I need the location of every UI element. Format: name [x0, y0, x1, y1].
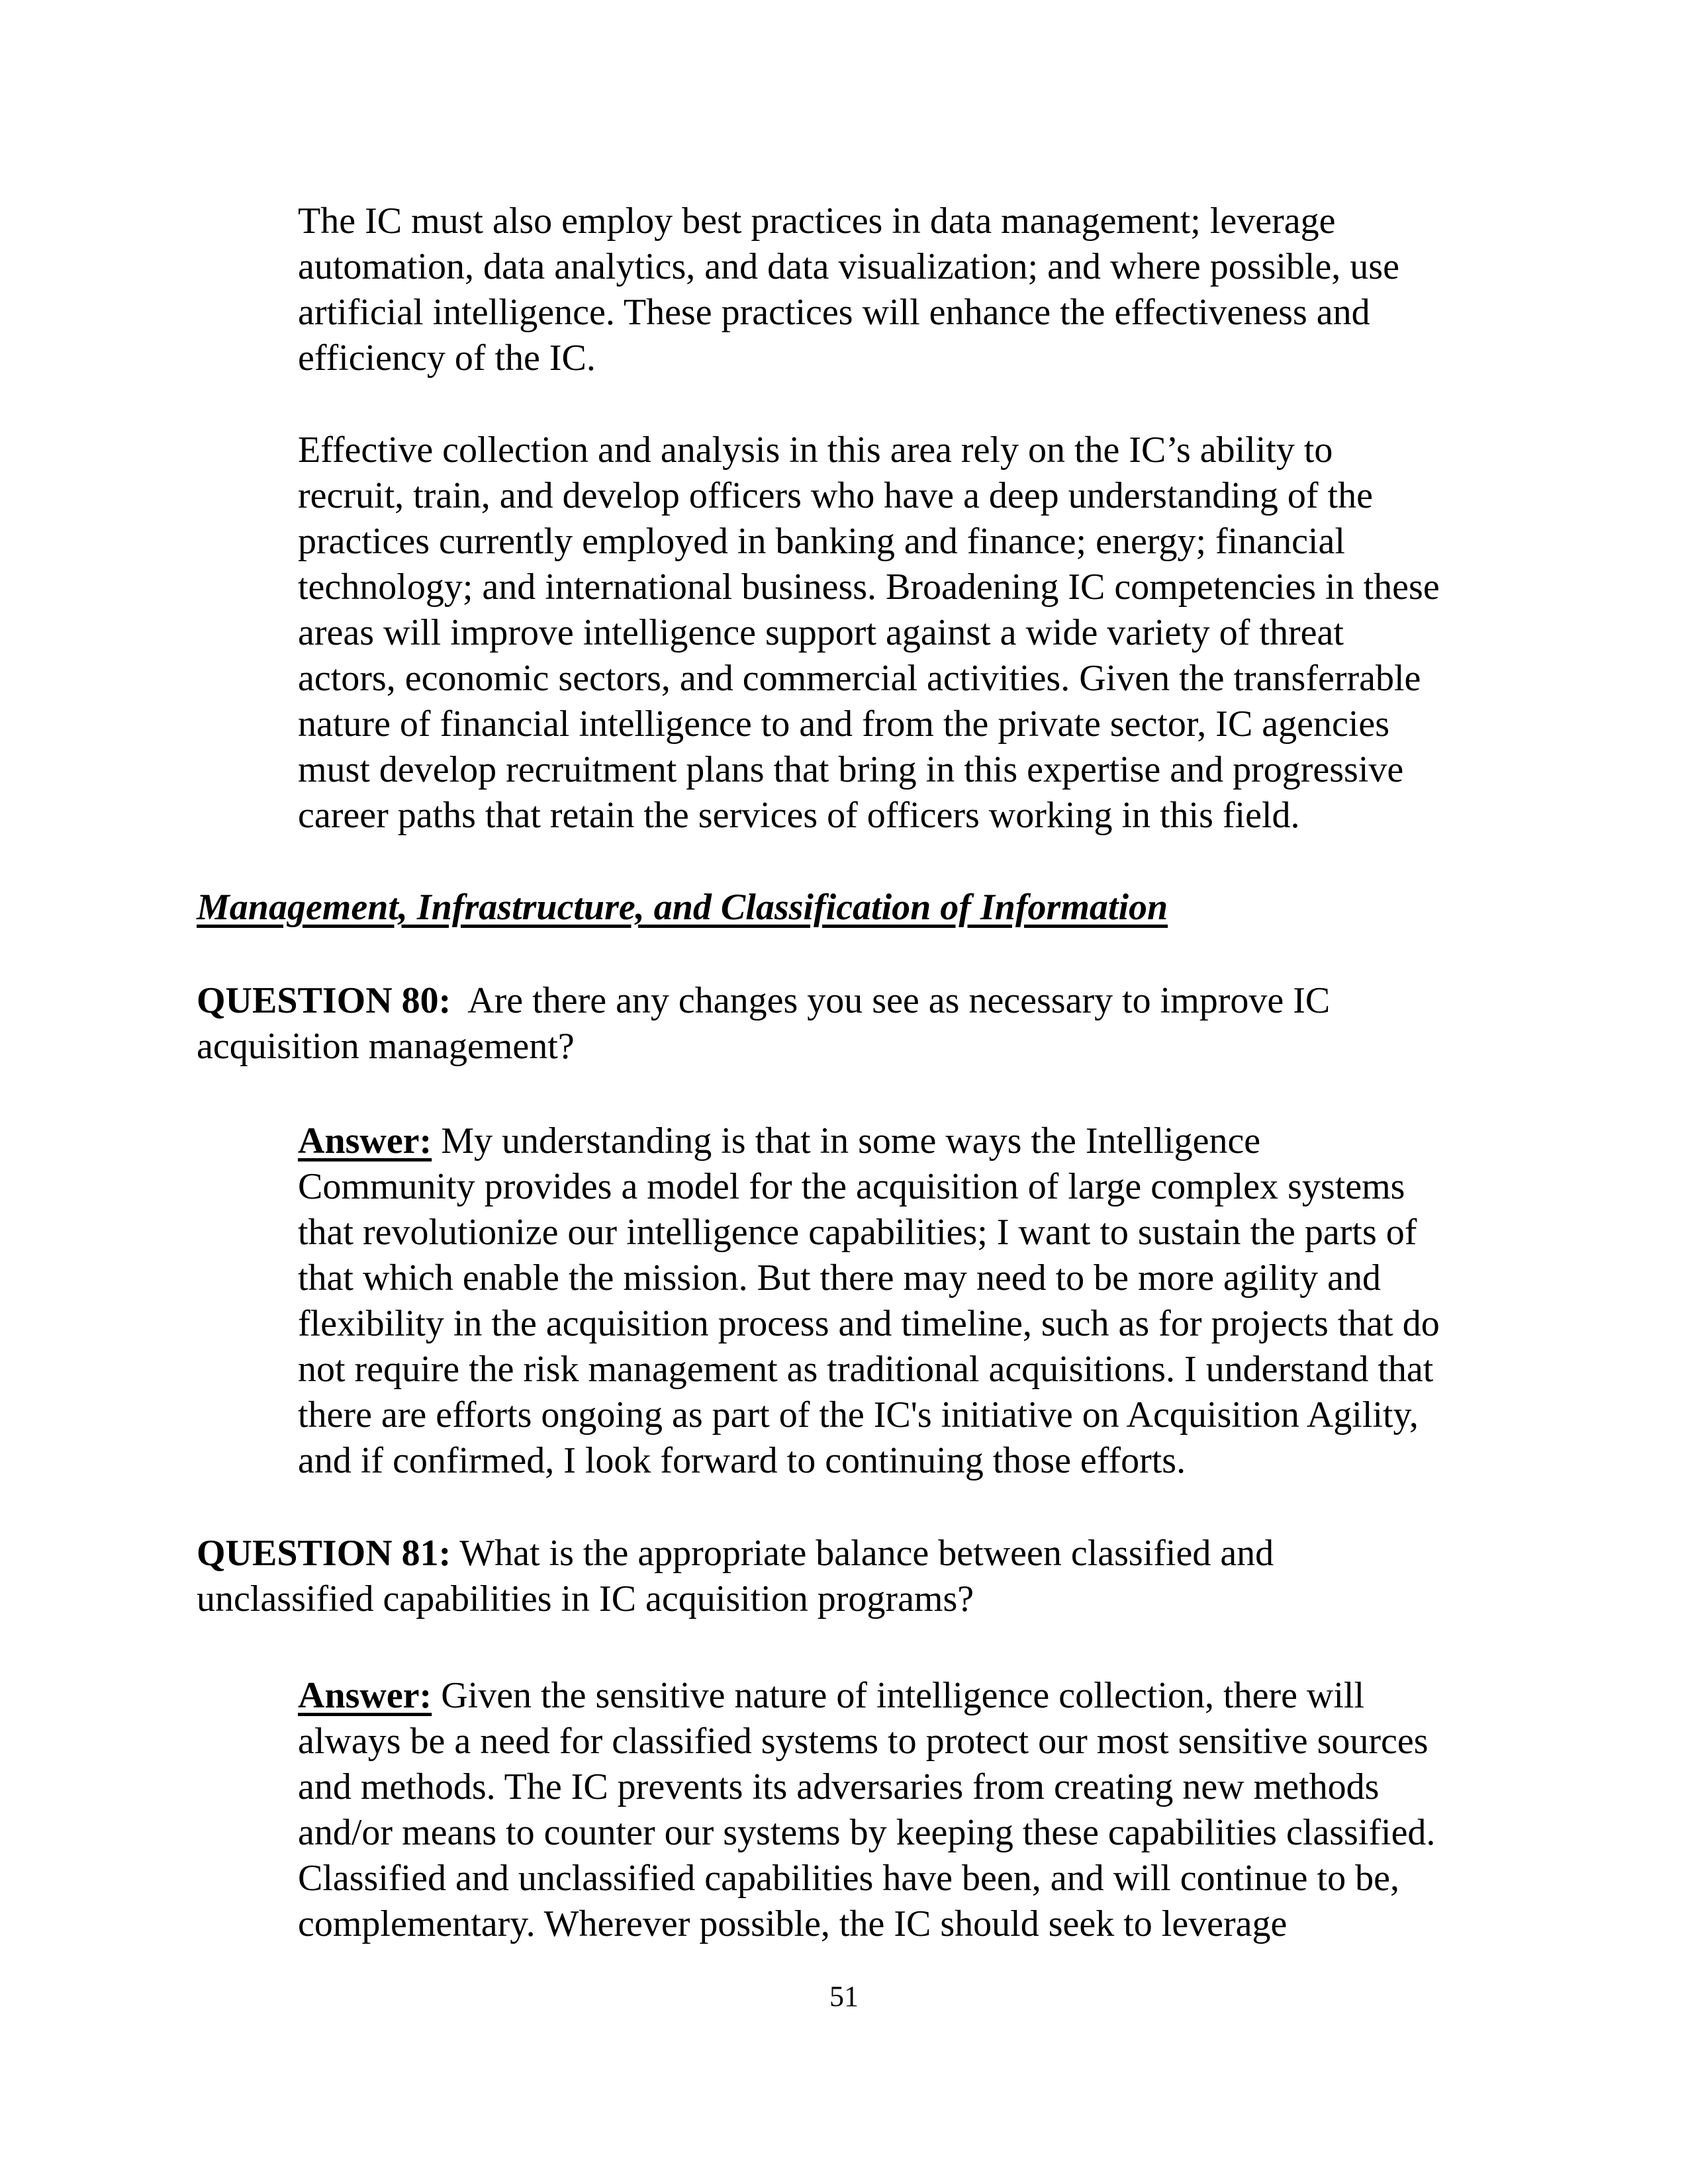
text-line: technology; and international business. Broadening IC competencies in these: [298, 567, 1440, 608]
text-line: nature of financial intelligence to and from the private sector, IC agencies: [298, 704, 1390, 745]
answer-81: [298, 1673, 1435, 1947]
answer-line: there are efforts ongoing as part of the IC's initiative on Acquisition Agility,: [298, 1394, 1419, 1435]
text-line: automation, data analytics, and data visualization; and where possible, use: [298, 246, 1399, 287]
question-label: QUESTION 81:: [197, 1533, 451, 1574]
text-line: efficiency of the IC.: [298, 338, 596, 379]
answer-line: that revolutionize our intelligence capabilities; I want to sustain the parts of: [298, 1212, 1417, 1253]
section-heading-block: [197, 885, 1168, 931]
text-line: artificial intelligence. These practices will enhance the effectiveness and: [298, 292, 1370, 333]
answer-80: [298, 1118, 1440, 1484]
paragraph-collection-analysis: [298, 428, 1440, 839]
text-line: career paths that retain the services of officers working in this field.: [298, 795, 1300, 836]
text-line: Effective collection and analysis in this area rely on the IC’s ability to: [298, 430, 1333, 471]
answer-line: [298, 1118, 1440, 1164]
text-line: areas will improve intelligence support against a wide variety of threat: [298, 612, 1344, 653]
text-line: recruit, train, and develop officers who have a deep understanding of the: [298, 475, 1373, 516]
answer-line: Community provides a model for the acquisition of large complex systems: [298, 1166, 1405, 1207]
question-line: unclassified capabilities in IC acquisition programs?: [197, 1578, 974, 1619]
question-line: [197, 1531, 1274, 1576]
answer-label: Answer:: [298, 1675, 432, 1716]
answer-line: complementary. Wherever possible, the IC should seek to leverage: [298, 1903, 1288, 1944]
answer-label: Answer:: [298, 1120, 432, 1161]
answer-line: not require the risk management as traditional acquisitions. I understand that: [298, 1349, 1434, 1390]
answer-line: and if confirmed, I look forward to continuing those efforts.: [298, 1440, 1186, 1481]
text-line: must develop recruitment plans that bring in this expertise and progressive: [298, 749, 1404, 790]
answer-line: flexibility in the acquisition process and timeline, such as for projects that do: [298, 1303, 1440, 1344]
question-80: [197, 978, 1330, 1069]
question-text: What is the appropriate balance between classified and: [451, 1533, 1274, 1574]
answer-line: that which enable the mission. But there may need to be more agility and: [298, 1257, 1382, 1298]
answer-line: always be a need for classified systems to protect our most sensitive sources: [298, 1721, 1429, 1762]
question-label: QUESTION 80:: [197, 980, 451, 1021]
question-81: [197, 1531, 1274, 1622]
section-heading: Management, Infrastructure, and Classification of Information: [197, 887, 1168, 928]
paragraph-data-management: [298, 199, 1399, 381]
answer-text: Given the sensitive nature of intelligence collection, there will: [432, 1675, 1365, 1716]
question-line: acquisition management?: [197, 1026, 575, 1067]
answer-line: Classified and unclassified capabilities have been, and will continue to be,: [298, 1858, 1399, 1899]
answer-line: and methods. The IC prevents its adversaries from creating new methods: [298, 1766, 1380, 1807]
answer-line: and/or means to counter our systems by keeping these capabilities classified.: [298, 1812, 1436, 1853]
page-number: 51: [829, 1980, 859, 2013]
text-line: practices currently employed in banking and finance; energy; financial: [298, 521, 1345, 562]
question-line: [197, 978, 1330, 1024]
text-line: actors, economic sectors, and commercial activities. Given the transferrable: [298, 658, 1421, 699]
answer-text: My understanding is that in some ways the Intelligence: [432, 1120, 1261, 1161]
text-line: The IC must also employ best practices in data management; leverage: [298, 201, 1336, 242]
answer-line: [298, 1673, 1435, 1719]
question-text: Are there any changes you see as necessary to improve IC: [451, 980, 1331, 1021]
